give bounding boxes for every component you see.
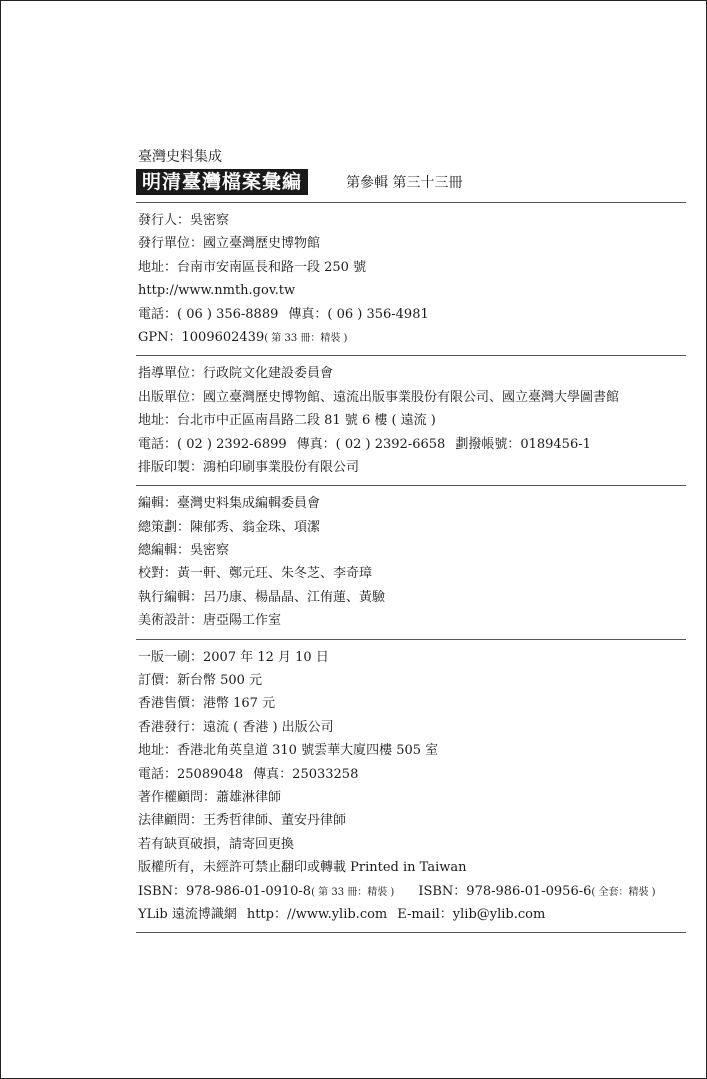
isbn-volume: ISBN：978-986-01-0910-8 xyxy=(138,883,312,899)
price: 訂價：新台幣 500 元 xyxy=(138,673,263,689)
rights-notice: 版權所有，未經許可禁止翻印或轉載 Printed in Taiwan xyxy=(138,860,467,876)
hk-contact xyxy=(138,763,686,786)
isbn-line xyxy=(138,880,686,903)
publisher-fax: 傳真：( 06 ) 356-4981 xyxy=(288,306,429,322)
hk-distributor: 香港發行：遠流 ( 香港 ) 出版公司 xyxy=(138,719,334,735)
section-divider xyxy=(136,202,686,203)
hk-address: 地址：香港北角英皇道 310 號雲華大廈四樓 505 室 xyxy=(138,743,439,759)
publishing-units: 出版單位：國立臺灣歷史博物館、遠流出版事業股份有限公司、國立臺灣大學圖書館 xyxy=(138,389,620,405)
gpn-line xyxy=(138,326,686,349)
book-title: 明清臺灣檔案彙編 xyxy=(136,169,308,195)
hk-phone: 電話：25089048 xyxy=(138,766,244,782)
publisher-url: http://www.nmth.gov.tw xyxy=(138,283,296,299)
issuer: 發行人：吳密察 xyxy=(138,213,230,228)
art-design: 美術設計：唐亞陽工作室 xyxy=(138,613,282,629)
gpn: GPN：1009602439 xyxy=(138,329,265,345)
editor: 編輯：臺灣史料集成編輯委員會 xyxy=(138,496,321,512)
ylib-line xyxy=(138,903,686,926)
section-divider xyxy=(136,355,686,356)
section-divider xyxy=(136,485,686,486)
typesetting: 排版印製：鴻柏印刷事業股份有限公司 xyxy=(138,459,360,475)
ylib-name: YLib 遠流博識網 xyxy=(138,906,237,922)
chief-planner: 總策劃：陳郁秀、翁金珠、項潔 xyxy=(138,519,321,535)
legal-counsel: 法律顧問：王秀哲律師、董安丹律師 xyxy=(138,813,347,829)
chief-editor: 總編輯：吳密察 xyxy=(138,543,230,559)
publisher-address: 地址：台南市安南區長和路一段 250 號 xyxy=(138,259,367,275)
production-address: 地址：台北市中正區南昌路二段 81 號 6 樓 ( 遠流 ) xyxy=(138,413,436,429)
section-divider xyxy=(136,932,686,933)
first-edition: 一版一刷：2007 年 12 月 10 日 xyxy=(138,649,329,665)
title-row xyxy=(136,168,686,196)
defect-notice: 若有缺頁破損，請寄回更換 xyxy=(138,836,295,852)
colophon xyxy=(136,148,686,939)
transfer-account: 劃撥帳號：0189456-1 xyxy=(455,436,591,452)
production-fax: 傳真：( 02 ) 2392-6658 xyxy=(296,436,446,452)
isbn-set-note: ( 全套：精裝 ) xyxy=(591,886,656,898)
executive-editors: 執行編輯：呂乃康、楊晶晶、江侑蓮、黃驗 xyxy=(138,589,386,605)
volume-label: 第參輯 第三十三冊 xyxy=(346,175,463,191)
gpn-note: ( 第 33 冊：精裝 ) xyxy=(264,332,348,344)
isbn-set: ISBN：978-986-01-0956-6 xyxy=(418,883,592,899)
production-phone: 電話：( 02 ) 2392-6899 xyxy=(138,436,287,452)
series-name: 臺灣史料集成 xyxy=(138,149,222,165)
guidance-unit: 指導單位：行政院文化建設委員會 xyxy=(138,366,334,382)
hk-fax: 傳真：25033258 xyxy=(253,766,359,782)
issuing-unit: 發行單位：國立臺灣歷史博物館 xyxy=(138,236,321,252)
copyright-counsel: 著作權顧問：蕭雄淋律師 xyxy=(138,789,282,805)
publisher-contact xyxy=(138,303,686,326)
ylib-email: E-mail：ylib@ylib.com xyxy=(397,906,546,922)
publisher-phone: 電話：( 06 ) 356-8889 xyxy=(138,306,279,322)
production-contact xyxy=(138,433,686,456)
hk-price: 香港售價：港幣 167 元 xyxy=(138,696,276,712)
isbn-volume-note: ( 第 33 冊：精裝 ) xyxy=(311,886,395,898)
ylib-url: http：//www.ylib.com xyxy=(246,906,388,922)
section-divider xyxy=(136,639,686,640)
proofreaders: 校對：黃一軒、鄭元玨、朱冬芝、李奇璋 xyxy=(138,566,373,582)
